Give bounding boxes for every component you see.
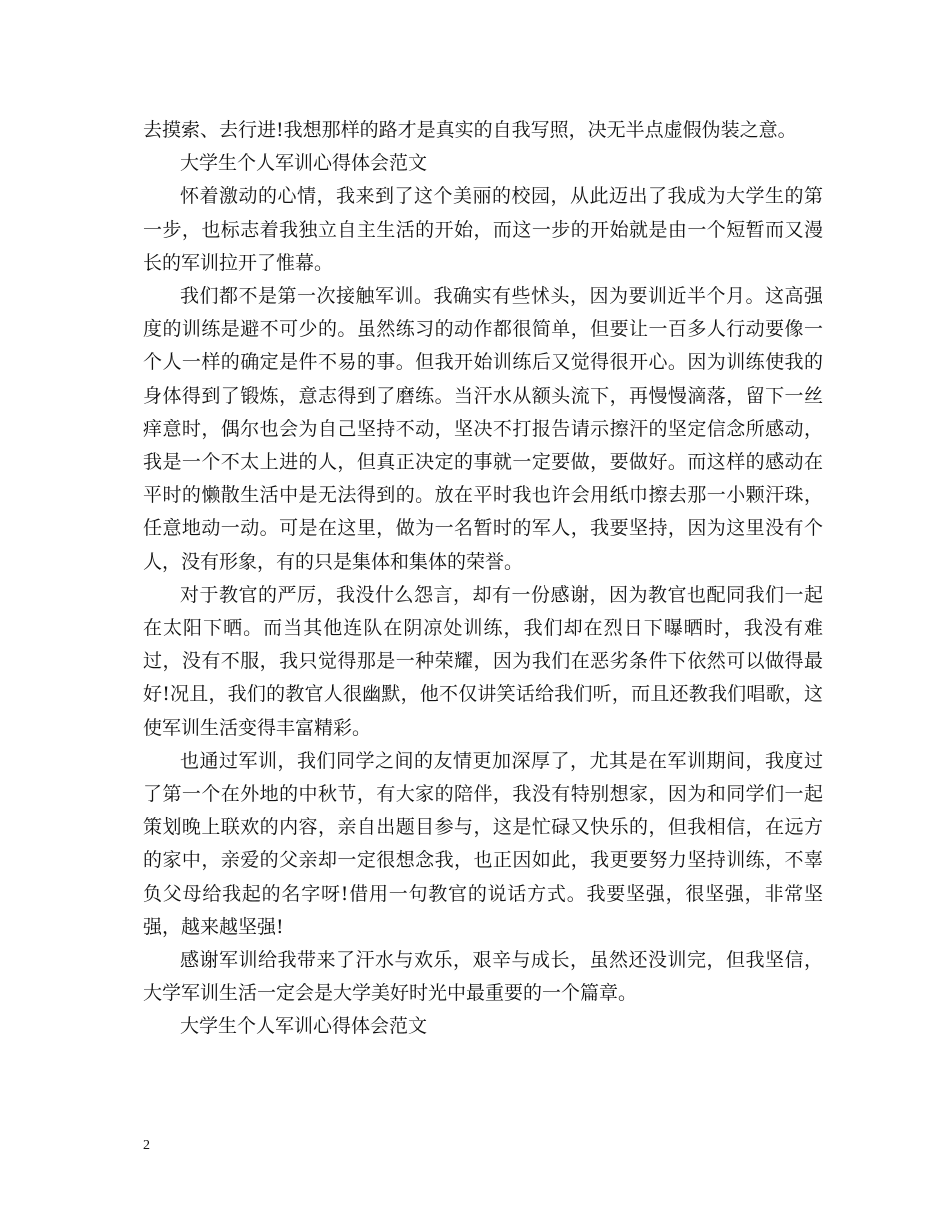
section-title: 大学生个人军训心得体会范文	[180, 152, 428, 175]
paragraph-continuation: 去摸索、去行进!我想那样的路才是真实的自我写照，决无半点虚假伪装之意。	[143, 119, 797, 141]
paragraph: 怀着激动的心情，我来到了这个美丽的校园，从此迈出了我成为大学生的第一步，也标志着我独立自主生活的开始，而这一步的开始就是由一个短暂而又漫长的军训拉开了惟幕。	[143, 185, 823, 274]
document-body	[143, 114, 823, 1044]
paragraph: 对于教官的严厉，我没什么怨言，却有一份感谢，因为教官也配同我们一起在太阳下晒。而当其他连队在阴凉处训练，我们却在烈日下曝晒时，我没有难过，没有不服，我只觉得那是一种荣耀，因为我们在恶劣条件下依然可以做得最好!况且，我们的教官人很幽默，他不仅讲笑话给我们听，而且还教我们唱歌，这使军训生活变得丰富精彩。	[143, 583, 823, 739]
section-title: 大学生个人军训心得体会范文	[180, 1015, 428, 1038]
paragraph: 感谢军训给我带来了汗水与欢乐，艰辛与成长，虽然还没训完，但我坚信，大学军训生活一定会是大学美好时光中最重要的一个篇章。	[143, 949, 823, 1005]
paragraph: 我们都不是第一次接触军训。我确实有些怵头，因为要训近半个月。这高强度的训练是避不可少的。虽然练习的动作都很简单，但要让一百多人行动要像一个人一样的确定是件不易的事。但我开始训练后又觉得很开心。因为训练使我的身体得到了锻炼，意志得到了磨练。当汗水从额头流下，再慢慢滴落，留下一丝痒意时，偶尔也会为自己坚持不动，坚决不打报告请示擦汗的坚定信念所感动，我是一个不太上进的人，但真正决定的事就一定要做，要做好。而这样的感动在平时的懒散生活中是无法得到的。放在平时我也许会用纸巾擦去那一小颗汗珠，任意地动一动。可是在这里，做为一名暂时的军人，我要坚持，因为这里没有个人，没有形象，有的只是集体和集体的荣誉。	[143, 285, 823, 573]
page-number: 2	[143, 1138, 150, 1153]
paragraph: 也通过军训，我们同学之间的友情更加深厚了，尤其是在军训期间，我度过了第一个在外地的中秋节，有大家的陪伴，我没有特别想家，因为和同学们一起策划晚上联欢的内容，亲自出题目参与，这是忙碌又快乐的，但我相信，在远方的家中，亲爱的父亲却一定很想念我，也正因如此，我更要努力坚持训练，不辜负父母给我起的名字呀!借用一句教官的说话方式。我要坚强，很坚强，非常坚强，越来越坚强!	[143, 749, 823, 938]
